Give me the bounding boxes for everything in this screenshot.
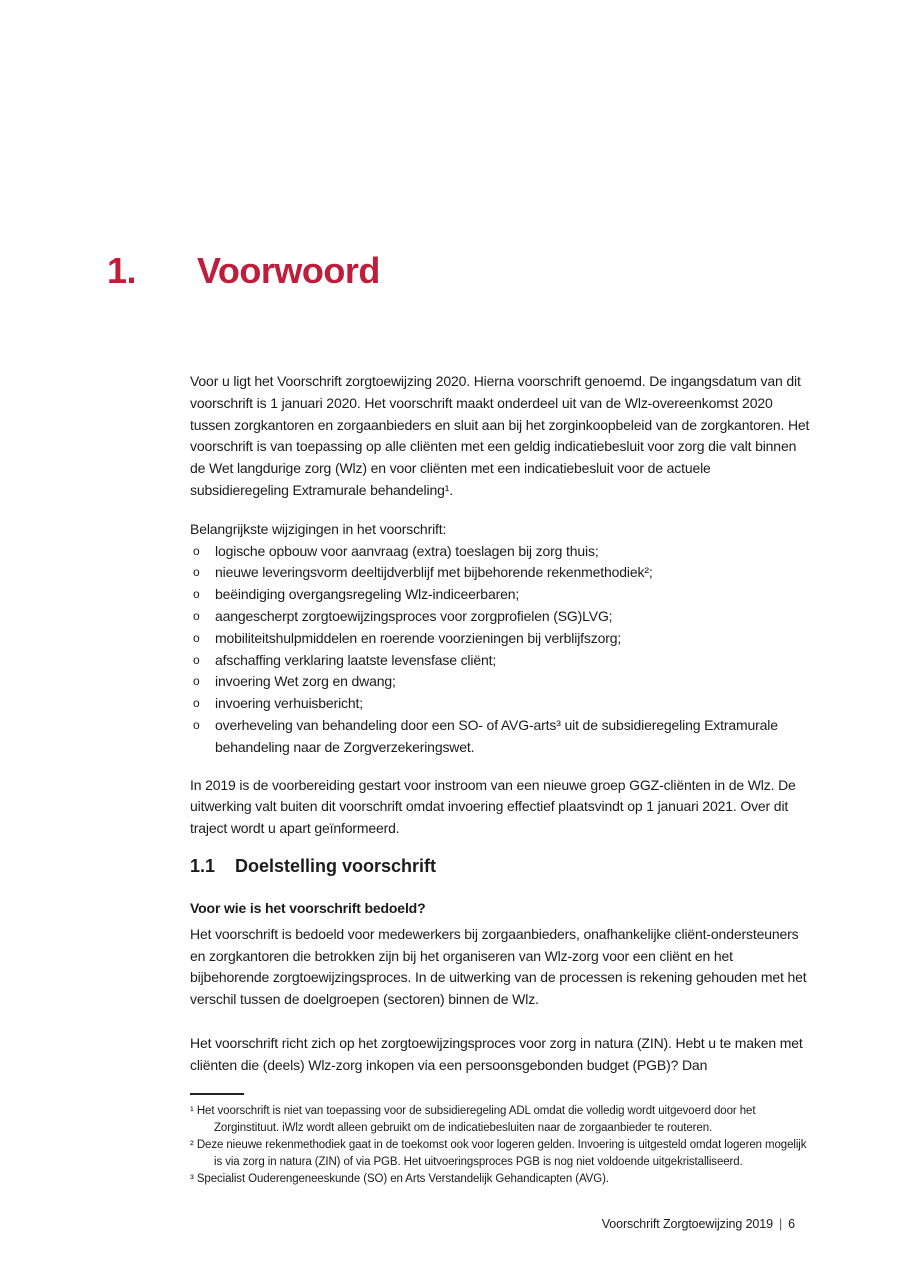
list-item xyxy=(190,693,810,715)
list-item xyxy=(190,650,810,672)
list-item-text: invoering Wet zorg en dwang; xyxy=(215,673,396,690)
section-title: Doelstelling voorschrift xyxy=(235,855,437,876)
list-item-text: nieuwe leveringsvorm deeltijdverblijf met bijbehorende rekenmethodiek²; xyxy=(215,564,653,581)
list-item-text: mobiliteitshulpmiddelen en roerende voorzieningen bij verblijfszorg; xyxy=(215,629,622,646)
document-body xyxy=(190,0,810,1188)
changes-list xyxy=(190,541,810,759)
list-item-text: afschaffing verklaring laatste levensfase cliënt; xyxy=(215,651,497,668)
footnotes xyxy=(190,1103,810,1188)
list-item xyxy=(190,628,810,650)
list-item xyxy=(190,715,810,759)
list-item-text: invoering verhuisbericht; xyxy=(215,695,363,712)
footnote-2: ² Deze nieuwe rekenmethodiek gaat in de toekomst ook voor logeren gelden. Invoering is uitgesteld omdat logeren mogelijk is via zorg in natura (ZIN) of via PGB. Het uitvoeringsproces PGB is nog niet voldoende uitgekristalliseerd. xyxy=(190,1138,807,1168)
changes-list-title: Belangrijkste wijzigingen in het voorschrift: xyxy=(190,520,447,537)
list-bullet: o xyxy=(193,565,200,580)
list-bullet: o xyxy=(193,717,200,732)
paragraph-intro: Voor u ligt het Voorschrift zorgtoewijzing 2020. Hierna voorschrift genoemd. De ingangsdatum van dit voorschrift is 1 januari 2020. Het voorschrift maakt onderdeel uit van de Wlz-overeenkomst 2020 tussen zorgkantoren en zorgaanbieders en sluit aan bij het zorginkoopbeleid van de zorgkantoren. Het voorschrift is van toepassing op alle cliënten met een geldig indicatiebesluit voor zorg die valt binnen de Wet langdurige zorg (Wlz) en voor cliënten met een indicatiebesluit voor de actuele subsidieregeling Extramurale behandeling¹. xyxy=(190,373,810,498)
paragraph-ggz: In 2019 is de voorbereiding gestart voor instroom van een nieuwe groep GGZ-cliënten in de Wlz. De uitwerking valt buiten dit voorschrift omdat invoering effectief plaatsvindt op 1 januari 2021. Over dit traject wordt u apart geïnformeerd. xyxy=(190,776,796,837)
page-footer xyxy=(190,1217,795,1231)
paragraph-audience: Het voorschrift is bedoeld voor medewerkers bij zorgaanbieders, onafhankelijke cliënt-ondersteuners en zorgkantoren die betrokken zijn bij het organiseren van Wlz-zorg voor een cliënt en het bijbehorende zorgtoewijzingsproces. In de uitwerking van de processen is rekening gehouden met het verschil tussen de doelgroepen (sectoren) binnen de Wlz. xyxy=(190,925,807,1008)
footer-page-number: 6 xyxy=(788,1217,795,1231)
footer-doc-title: Voorschrift Zorgtoewijzing 2019 xyxy=(601,1217,773,1231)
list-bullet: o xyxy=(193,696,200,711)
list-bullet: o xyxy=(193,630,200,645)
footnote-3: ³ Specialist Ouderengeneeskunde (SO) en Arts Verstandelijk Gehandicapten (AVG). xyxy=(190,1172,609,1185)
list-item-text: logische opbouw voor aanvraag (extra) toeslagen bij zorg thuis; xyxy=(215,542,599,559)
section-number: 1.1 xyxy=(190,855,216,876)
footnote-1: ¹ Het voorschrift is niet van toepassing voor de subsidieregeling ADL omdat die volledig wordt uitgevoerd door het Zorginstituut. iWlz wordt alleen gebruikt om de indicatiebesluiten naar de zorgaanbieder te routeren. xyxy=(190,1104,756,1134)
list-item xyxy=(190,584,810,606)
list-item xyxy=(190,671,810,693)
list-item xyxy=(190,562,810,584)
list-bullet: o xyxy=(193,587,200,602)
section-heading xyxy=(190,854,810,878)
paragraph-zin: Het voorschrift richt zich op het zorgtoewijzingsproces voor zorg in natura (ZIN). Hebt u te maken met cliënten die (deels) Wlz-zorg inkopen via een persoonsgebonden budget (PGB)? Dan xyxy=(190,1034,803,1073)
list-item-text: aangescherpt zorgtoewijzingsproces voor zorgprofielen (SG)LVG; xyxy=(215,607,613,624)
list-bullet: o xyxy=(193,652,200,667)
list-bullet: o xyxy=(193,543,200,558)
list-bullet: o xyxy=(193,674,200,689)
chapter-title: Voorwoord xyxy=(197,250,380,291)
list-item xyxy=(190,606,810,628)
list-item-text: overheveling van behandeling door een SO- of AVG-arts³ uit de subsidieregeling Extramurale behandeling naar de Zorgverzekeringswet. xyxy=(215,716,778,755)
list-bullet: o xyxy=(193,608,200,623)
footer-separator: | xyxy=(778,1217,783,1231)
chapter-number: 1. xyxy=(107,250,137,291)
list-item xyxy=(190,541,810,563)
subheading-question: Voor wie is het voorschrift bedoeld? xyxy=(190,899,426,916)
footnote-separator xyxy=(190,1093,244,1095)
list-item-text: beëindiging overgangsregeling Wlz-indiceerbaren; xyxy=(215,586,520,603)
